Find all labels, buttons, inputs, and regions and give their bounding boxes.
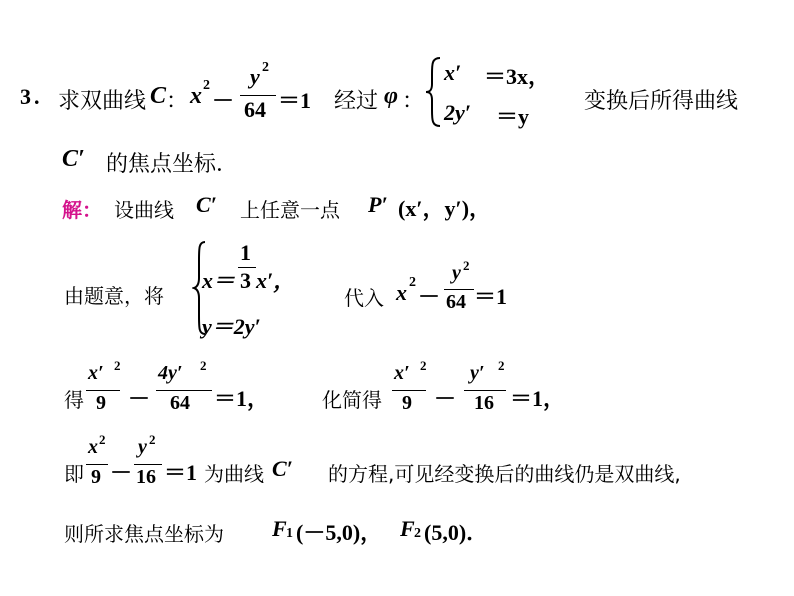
curve-c-prime: C′ <box>196 192 217 217</box>
minus-sign: － <box>128 386 151 411</box>
fraction-x2-9 <box>86 432 108 498</box>
fraction-denominator: 16 <box>136 466 156 488</box>
simplify-text: 化简得 <box>322 388 382 412</box>
via-text: 经过 <box>334 89 379 114</box>
numerator-exponent: 2 <box>200 358 207 373</box>
fraction-denominator: 9 <box>91 466 101 488</box>
var-x: x <box>396 280 407 305</box>
exponent: 2 <box>203 78 210 93</box>
fraction-y2-64 <box>444 258 474 322</box>
focus-f1-label: F <box>272 516 287 541</box>
system-line2-rhs: ＝y <box>496 104 530 129</box>
equals-one-comma: ＝1， <box>214 386 270 411</box>
system-line2-lhs: 2y′ <box>444 100 471 125</box>
system-x-lhs: x＝ <box>202 268 236 293</box>
numerator-exponent: 2 <box>262 60 269 75</box>
after-transform-text: 变换后所得曲线 <box>584 89 739 114</box>
conclusion-rest: 的方程,可见经变换后的曲线仍是双曲线, <box>328 462 681 486</box>
fraction-bar <box>86 464 108 465</box>
equals-one-comma: ＝1， <box>510 386 566 411</box>
colon: ： <box>402 89 425 114</box>
system-x-rhs: x′， <box>256 268 296 293</box>
fraction-bar <box>392 390 426 391</box>
system-line1-lhs: x′ <box>444 60 462 85</box>
equals-one: ＝1 <box>278 88 312 113</box>
minus-sign: － <box>110 460 133 485</box>
fraction-y2-64 <box>240 60 276 124</box>
final-text: 则所求焦点坐标为 <box>64 522 224 546</box>
minus-sign: － <box>434 386 457 411</box>
get-text: 得 <box>64 388 84 412</box>
numerator-exponent: 2 <box>99 432 106 447</box>
curve-name: C <box>150 83 167 109</box>
system-line1-rhs: ＝3x， <box>484 64 551 89</box>
fraction-bar <box>444 289 474 290</box>
focus-f1-value: (－5,0)， <box>296 520 383 545</box>
ji-text: 即 <box>64 462 84 486</box>
system-y: y＝2y′ <box>202 314 261 339</box>
fraction-x-prime-sq-9 <box>392 358 427 424</box>
equals-one: ＝1 <box>474 284 508 309</box>
problem-intro: 求双曲线 <box>58 89 147 114</box>
point-p-prime: P′ <box>368 192 388 217</box>
fraction-bar <box>464 390 506 391</box>
substitute-text: 代入 <box>344 286 384 310</box>
fraction-denominator: 9 <box>96 392 106 414</box>
fraction-numerator: x′ <box>88 362 104 384</box>
numerator-exponent: 2 <box>420 358 427 373</box>
fraction-bar <box>134 464 162 465</box>
problem-number: 3 <box>20 84 31 109</box>
fraction-numerator: x <box>88 436 98 458</box>
fraction-numerator: y <box>138 436 147 458</box>
fraction-denominator: 16 <box>474 392 494 414</box>
problem-number-dot: . <box>34 84 40 109</box>
minus-sign: － <box>212 88 235 113</box>
solution-line1: 设曲线 <box>114 198 174 222</box>
fraction-bar <box>156 390 212 391</box>
numerator-exponent: 2 <box>114 358 121 373</box>
fraction-y2-16 <box>134 432 162 498</box>
fraction-numerator: 4y′ <box>158 362 183 384</box>
fraction-numerator: y′ <box>470 362 485 384</box>
fraction-denominator: 64 <box>446 291 466 313</box>
fraction-denominator: 3 <box>240 268 251 293</box>
fraction-bar <box>240 95 276 96</box>
focus-f2-subscript: 2 <box>414 526 421 541</box>
fraction-numerator: y <box>452 262 461 284</box>
curve-c-prime: C′ <box>62 146 85 172</box>
colon: ： <box>166 89 189 114</box>
fraction-x-prime-sq-9 <box>86 358 121 424</box>
left-brace-icon <box>424 56 444 128</box>
focus-f2-label: F <box>400 516 415 541</box>
fraction-numerator: 1 <box>240 240 251 265</box>
focus-question-text: 的焦点坐标． <box>106 152 239 177</box>
fraction-bar <box>86 390 120 391</box>
var-x: x <box>190 83 202 109</box>
fraction-denominator: 64 <box>244 97 266 122</box>
fraction-one-third <box>238 240 256 300</box>
conclusion-text: 为曲线 <box>204 462 264 486</box>
solution-line1b: 上任意一点 <box>240 198 340 222</box>
fraction-denominator: 9 <box>402 392 412 414</box>
focus-f2-value: (5,0)． <box>424 520 489 545</box>
curve-c-prime: C′ <box>272 456 293 481</box>
fraction-y-prime-sq-16 <box>464 358 506 424</box>
exponent: 2 <box>409 275 416 290</box>
solution-line2-text: 由题意，将 <box>64 284 164 308</box>
equals-one: ＝1 <box>164 460 198 485</box>
solution-label: 解： <box>62 198 102 222</box>
fraction-numerator: y <box>250 64 260 89</box>
fraction-numerator: x′ <box>394 362 410 384</box>
fraction-denominator: 64 <box>170 392 190 414</box>
fraction-4y-prime-sq-64 <box>156 358 212 424</box>
minus-sign: － <box>418 284 441 309</box>
phi-symbol: φ <box>384 83 399 109</box>
numerator-exponent: 2 <box>498 358 505 373</box>
focus-f1-subscript: 1 <box>286 526 293 541</box>
point-coords: (x′，y′)， <box>398 196 492 221</box>
numerator-exponent: 2 <box>149 432 156 447</box>
numerator-exponent: 2 <box>463 258 470 273</box>
